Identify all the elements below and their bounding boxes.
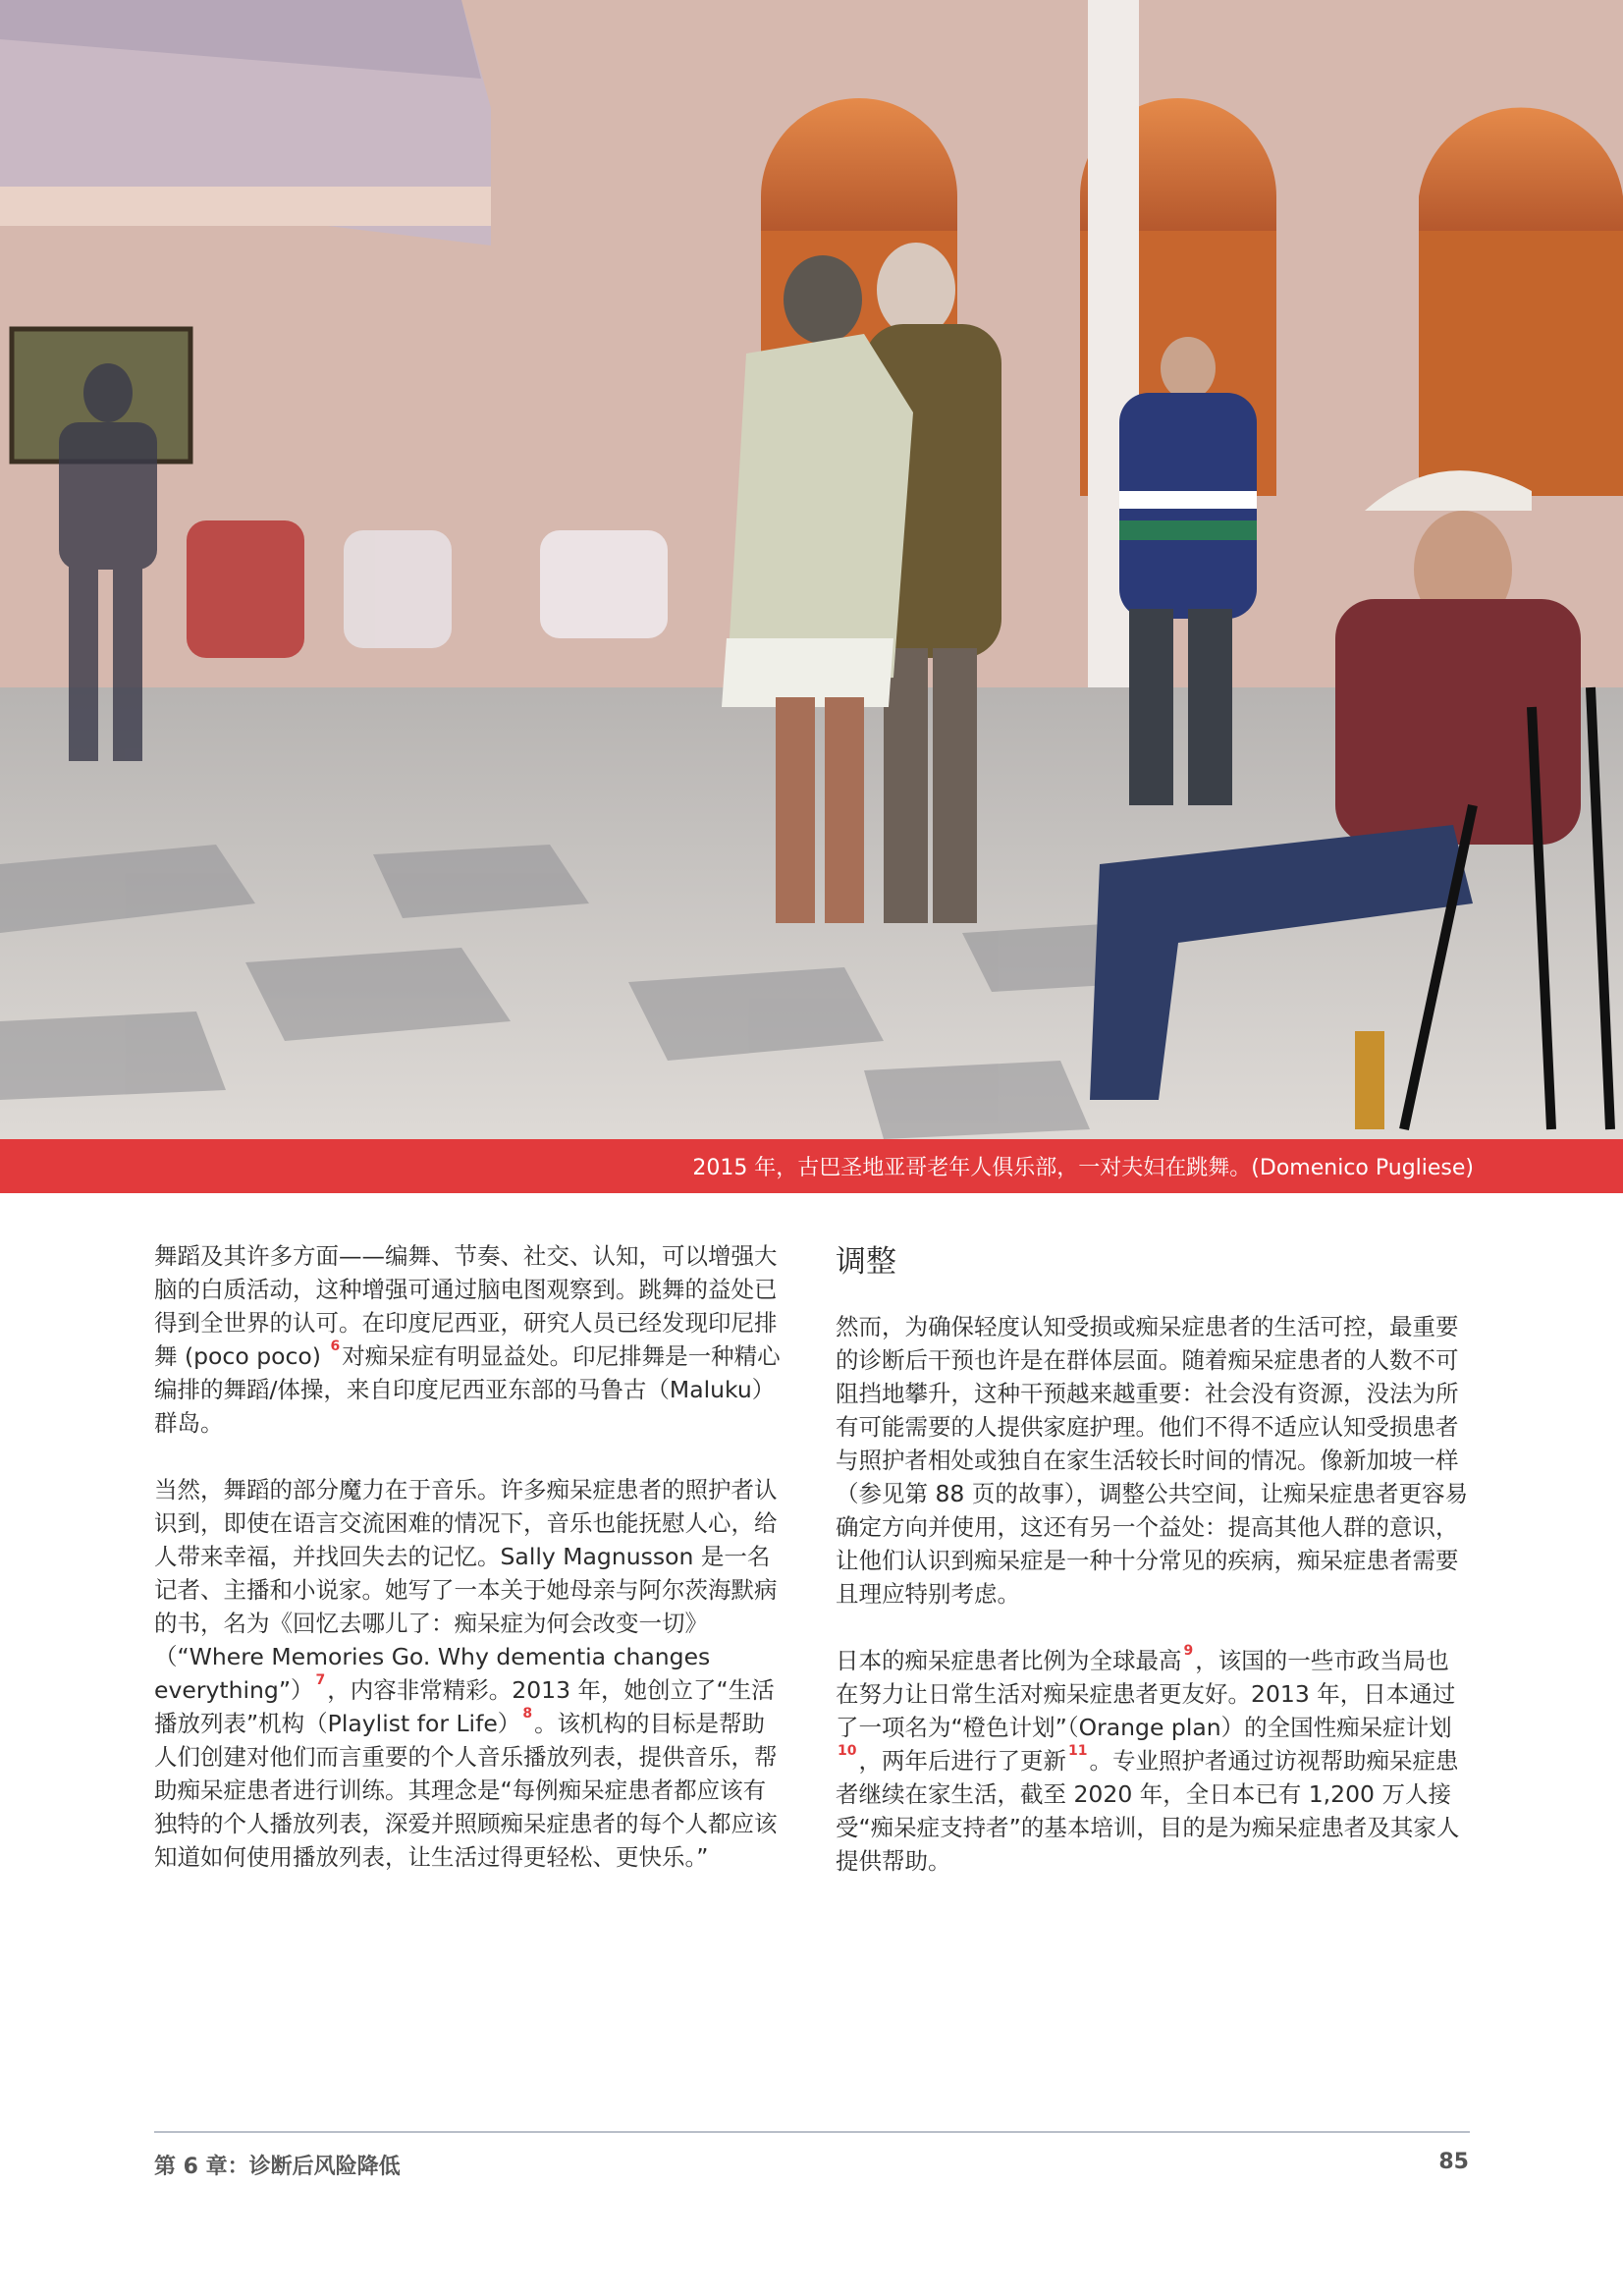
footnote-ref-7[interactable]: 7 [315, 1672, 326, 1688]
photo-caption: 2015 年，古巴圣地亚哥老年人俱乐部，一对夫妇在跳舞。(Domenico Pugliese) [692, 1156, 1474, 1180]
right-p2-text-a: 日本的痴呆症患者比例为全球最高 [836, 1647, 1182, 1674]
left-p2-text-b: ，内容非常精彩。2013 年，她创立了“生活播放列表”机构（Playlist for Life） [154, 1676, 775, 1737]
photo-caption-bar [0, 1139, 1623, 1193]
left-paragraph-1 [154, 1239, 787, 1440]
footer-chapter-title: 第 6 章：诊断后风险降低 [154, 2155, 401, 2179]
footer-divider [154, 2131, 1470, 2133]
right-p2-text-b: ，该国的一些市政当局也在努力让日常生活对痴呆症患者更友好。2013 年，日本通过了一项名为“橙色计划”（Orange plan）的全国性痴呆症计划 [836, 1647, 1456, 1741]
footnote-ref-9[interactable]: 9 [1183, 1643, 1194, 1659]
photo-illustration [0, 0, 1623, 1139]
right-p2-text-d: 。专业照护者通过访视帮助痴呆症患者继续在家生活，截至 2020 年，全日本已有 1,200 万人接受“痴呆症支持者”的基本培训，目的是为痴呆症患者及其家人提供帮助。 [836, 1747, 1460, 1875]
left-p1-text-a: 舞蹈及其许多方面——编舞、节奏、社交、认知，可以增强大脑的白质活动，这种增强可通过脑电图观察到。跳舞的益处已得到全世界的认可。在印度尼西亚，研究人员已经发现印尼排舞 (poco poco) [154, 1242, 778, 1370]
left-paragraph-2 [154, 1473, 787, 1874]
left-p1-text-b: 对痴呆症有明显益处。印尼排舞是一种精心编排的舞蹈/体操，来自印度尼西亚东部的马鲁古（Maluku）群岛。 [154, 1342, 781, 1437]
right-column [836, 1239, 1469, 1911]
left-column [154, 1239, 787, 1907]
footnote-ref-8[interactable]: 8 [522, 1706, 533, 1722]
footnote-ref-11[interactable]: 11 [1067, 1743, 1088, 1759]
left-p2-text-c: 。该机构的目标是帮助人们创建对他们而言重要的个人音乐播放列表，提供音乐，帮助痴呆症患者进行训练。其理念是“每例痴呆症患者都应该有独特的个人播放列表，深爱并照顾痴呆症患者的每个人都应该知道如何使用播放列表，让生活过得更轻松、更快乐。” [154, 1710, 778, 1871]
footnote-ref-6[interactable]: 6 [330, 1339, 341, 1354]
left-p2-text-a: 当然，舞蹈的部分魔力在于音乐。许多痴呆症患者的照护者认识到，即使在语言交流困难的情况下，音乐也能抚慰人心，给人带来幸福，并找回失去的记忆。Sally Magnusson 是一名记者、主播和小说家。她写了一本关于她母亲与阿尔茨海默病的书，名为《回忆去哪儿了：痴呆症为何会改变一切》（“Where Memories Go. Why dementia changes everything”） [154, 1476, 778, 1704]
right-paragraph-1: 然而，为确保轻度认知受损或痴呆症患者的生活可控，最重要的诊断后干预也许是在群体层面。随着痴呆症患者的人数不可阻挡地攀升，这种干预越来越重要：社会没有资源，没法为所有可能需要的人提供家庭护理。他们不得不适应认知受损患者与照护者相处或独自在家生活较长时间的情况。像新加坡一样（参见第 88 页的故事），调整公共空间，让痴呆症患者更容易确定方向并使用，这还有另一个益处：提高其他人群的意识，让他们认识到痴呆症是一种十分常见的疾病，痴呆症患者需要且理应特别考虑。 [836, 1313, 1469, 1608]
right-p2-text-c: ，两年后进行了更新 [858, 1747, 1066, 1775]
right-paragraph-2 [836, 1644, 1469, 1878]
footnote-ref-10[interactable]: 10 [838, 1743, 857, 1759]
section-heading: 调整 [836, 1244, 896, 1280]
footer-page-number: 85 [1438, 2150, 1469, 2174]
dancing-couple-photo [0, 0, 1623, 1139]
